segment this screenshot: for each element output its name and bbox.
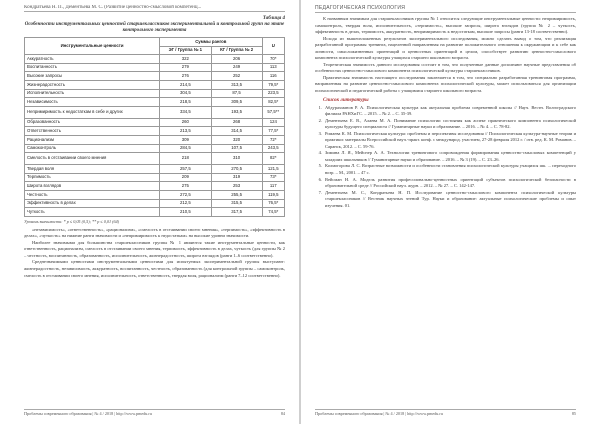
cell-u: 82,5* [262,98,284,107]
reference-number: 3. [318,130,322,136]
cell-kg: 206 [211,55,262,64]
cell-name: Твердая воля [25,165,160,174]
reference-text: Зимина Л. Я., Мейснер А. А. Технологии тренингового сопровождения формирования ценностно-смысловых компетенций у младших школьников // Гуманитарные науки и образование. – 2016. – № 3 (19). – С. 23–26. [325,150,576,162]
cell-eg: 272,5 [160,190,212,199]
cell-eg: 257,5 [160,165,212,174]
cell-name: Терпимость [25,173,160,182]
cell-eg: 260 [160,118,212,127]
cell-kg: 309,5 [211,98,262,107]
table-row [25,98,285,107]
reference-number: 2. [318,117,322,123]
table-row [25,199,285,208]
table-note: Уровень значимости: * p ≤ 0,05 (0,5); ** p ≤ 0,01 (64) [24,218,120,224]
cell-eg: 275 [160,182,212,191]
cell-name: Честность [25,190,160,199]
reference-item [315,105,576,118]
cell-kg: 314,5 [211,127,262,136]
cell-kg: 193,5 [211,106,262,118]
cell-u: 79,5* [262,80,284,89]
cell-eg: 212,5 [160,199,212,208]
cell-u: 243,5 [262,144,284,153]
table-row [25,182,285,191]
cell-u: 121,5 [262,165,284,174]
cell-name: Непримиримость к недостаткам в себе и других [25,106,160,118]
col-head-u: U [262,38,284,55]
reference-item [315,177,576,190]
table-row [25,190,285,199]
cell-name: Жизнерадостность [25,80,160,89]
cell-name: Самоконтроль [25,144,160,153]
cell-u: 70* [262,55,284,64]
reference-text: Вейсман Н. А. Модель развития профессионально-ценностных ориентаций субъектов психологической безопасности в образовательной среде // Российский науч. журн. – 2012. – № 27. – С. 142-147. [325,176,576,189]
body-paragraph: Практическая значимость настоящего исследования заключается в том, что специально разработанная тренинговая программа, направленная на развитие ценностно-смыслового компонента психологической культуры, может использоваться для организации психологической и педагогической работы с учащимися старшего школьного возраста. [315,74,576,94]
body-paragraph: Среднезначимыми ценностями инструментальными ценностями для испытуемых экспериментальной группы выступают: жизнерадостность, независимость, аккуратность, воспитанность, честность, образованность (для контрольной группы – самоконтроль, смелость в отстаивании своего мнения, исполнительность, ответственность, твердая воля, рационализм (ранги 7–12 соответственно). [24,259,285,278]
col-head-kg: КГ / Группа № 2 [211,46,262,55]
values-table [24,37,285,217]
cell-kg: 87,5 [211,89,262,98]
reference-item [315,150,576,163]
cell-u: 57,5** [262,106,284,118]
cell-kg: 252 [211,72,262,81]
reference-text: Колмогорова Л. С. Возрастные возможности и особенности становления психологической культуры учащихся шк. ... переходного возр. – М., 2001. – 47 с. [325,163,576,176]
page-number: 84 [280,411,285,416]
reference-item [315,163,576,176]
table-row [25,153,285,165]
left-page [0,0,299,424]
table-row [25,72,285,81]
cell-name: Широта взглядов [25,182,160,191]
cell-kg: 253 [211,182,262,191]
running-head: Кондратьева Н. П., Дементьева М. С. (Развитие ценностно-смысловой компетенц... [24,5,285,12]
cell-eg: 218,5 [160,98,212,107]
left-body [24,16,285,279]
references-list [315,105,576,210]
footer-journal: Проблемы современного образования | № 4 / 2018 | http://www.pmedu.ru [24,411,152,416]
cell-kg: 268 [211,118,262,127]
cell-eg: 209 [160,173,212,182]
table-row [25,165,285,174]
cell-name: Ответственность [25,127,160,136]
cell-kg: 310 [211,153,262,165]
table-row [25,80,285,89]
cell-name: Аккуратность [25,55,160,64]
cell-name: Рационализм [25,135,160,144]
cell-eg: 334,5 [160,106,212,118]
reference-text: Абдурахманов Р. А. Психологическая культура как актуальная проблема современной школы // Науч. Вестн. Волгоградского филиала РАНХиГС. – 2015. – № 2. – С. 35-39. [325,104,576,117]
reference-number: 6. [318,176,322,182]
table-row [25,144,285,153]
cell-kg: 315,5 [211,199,262,208]
col-head-name: Инструментальные ценности [25,38,160,55]
cell-eg: 210,5 [160,208,212,217]
col-head-eg: ЭГ / Группа № 1 [160,46,212,55]
body-paragraph: Теоретическая значимость данного исследования состоит в том, что полученные данные дополняют научные представления об особенностях ценностно-смыслового компонента психологической культуры старшеклассников. [315,61,576,74]
table-label: Таблица 4 [262,16,285,21]
cell-name: Высокие запросы [25,72,160,81]
cell-kg: 320 [211,135,262,144]
cell-kg: 249 [211,63,262,72]
reference-text: Дементьева М. С., Кондратьева Н. П. Исследование ценностно-смыслового компонента психологической культуры старшеклассников // Вестник научных чтений Тур. Науки и образование: актуальные психологические проблемы и опыт изучения. 01. [325,189,576,208]
table-row [25,127,285,136]
cell-name: Смелость в отстаивании своего мнения [25,153,160,165]
table-row [25,55,285,64]
cell-kg: 270,5 [211,165,262,174]
reference-number: 7. [318,189,322,195]
references-title: Список литературы [323,97,369,103]
reference-item [315,190,576,210]
cell-eg: 214,5 [160,80,212,89]
cell-u: 77,5* [262,127,284,136]
reference-item [315,118,576,131]
cell-name: Эффективность в делах [25,199,160,208]
cell-u: 76,5* [262,199,284,208]
cell-name: Исполнительность [25,89,160,98]
cell-u: 113 [262,63,284,72]
cell-kg: 107,5 [211,144,262,153]
cell-u: 223,5 [262,89,284,98]
table-row [25,63,285,72]
body-paragraph: К названным значимым для старшеклассников группы № 1 относится следующие инструментальные ценности: непримиримость, самоконтроль, твердая воля, исполнительность, «терпимость», высокие запросы, широта взглядов (группа № 2 – чуткость, эффективность в делах, терпимость, аккуратность, непримиримость к недостаткам, высокие запросы (ранги 13-18 соответственно). [315,16,576,35]
footer-journal: Проблемы современного образования | № 4 / 2018 | http://www.pmedu.ru [315,411,443,416]
left-footer [24,409,285,416]
right-page [301,0,600,424]
reference-number: 1. [318,104,322,110]
page-number: 85 [571,411,576,416]
cell-kg: 319 [211,173,262,182]
cell-eg: 284,5 [160,144,212,153]
table-row [25,135,285,144]
cell-name: Образованность [25,118,160,127]
cell-eg: 218 [160,153,212,165]
table-row [25,106,285,118]
running-head: ПЕДАГОГИЧЕСКАЯ ПСИХОЛОГИЯ [315,5,576,13]
cell-name: Чуткость [25,208,160,217]
cell-u: 119,5 [262,190,284,199]
cell-eg: 304,5 [160,89,212,98]
cell-u: 124 [262,118,284,127]
cell-u: 74,5* [262,208,284,217]
cell-eg: 213,5 [160,127,212,136]
cell-eg: 276 [160,72,212,81]
cell-eg: 309 [160,135,212,144]
cell-u: 117 [262,182,284,191]
cell-u: 116 [262,72,284,81]
col-head-sum: Суммы рангов [160,38,262,47]
cell-u: 72* [262,135,284,144]
cell-name: Воспитанность [25,63,160,72]
cell-kg: 317,5 [211,208,262,217]
table-row [25,89,285,98]
table-row [25,173,285,182]
cell-eg: 279 [160,63,212,72]
cell-kg: 313,5 [211,80,262,89]
body-paragraph: Исходя из вышеизложенных результатов экспериментального исследования, можно сделать вывод о том, что реализация разработанной программы тренинга, нацеленной направленная на развитие положительного отношения к окружающим и к себе как личности, смысложизненных ориентаций и ценностных ориентаций в целом, способствует развитию ценностно-смыслового компонента психологической культуры учащихся старшего школьного возраста. [315,35,576,61]
cell-u: 82* [262,153,284,165]
table-row [25,118,285,127]
body-paragraph: «независимость», «ответственность», «рационализм», «смелость в отстаивании своего мнения», «терпимость», «эффективность в делах», «чуткость» на нижние ранги значимости и «непримиримость к недостаткам» на высокие уровни значимости. [24,226,285,239]
right-body [315,16,576,209]
body-paragraph: Наиболее значимыми для большинства старшеклассников группы № 1 являются такие инструментальные ценности, как ответственность, рационализм, смелость в отстаивании своего мнения, терпимость, эффективность в делах, чуткость (для группы № 2 – честность, воспитанность, образованность, исполнительность, жизнерадостность, широта взглядов (ранги 1–6 соответственно). [24,239,285,258]
reference-text: Ромаева К. М. Психологическая культура: проблемы и перспективы исследования // Психологическая культура-научные теории и практики: материалы Всероссийской науч.-практ. конф. с международ. участием, 27-28 февраля 2012 г. / отв. ред. К. М. Романов. – Саранск, 2012. – С. 59-76. [325,130,576,149]
reference-number: 4. [318,150,322,156]
right-footer [315,409,576,416]
cell-name: Независимость [25,98,160,107]
table-title: Особенности инструментальных ценностей старшеклассников экспериментальной и контрольной групп на этапе контрольного эксперимента [24,22,285,33]
table-row [25,208,285,217]
cell-eg: 322 [160,55,212,64]
reference-text: Дементьева Е. В., Алаева М. А. Понимание психологии состояния как аспект практического компонента психологической культуры будущего специалиста // Гуманитарные науки и образование. – 2016. – № 4. – С. 78-82. [325,117,576,130]
cell-u: 73* [262,173,284,182]
reference-number: 5. [318,163,322,169]
cell-kg: 255,5 [211,190,262,199]
reference-item [315,131,576,151]
